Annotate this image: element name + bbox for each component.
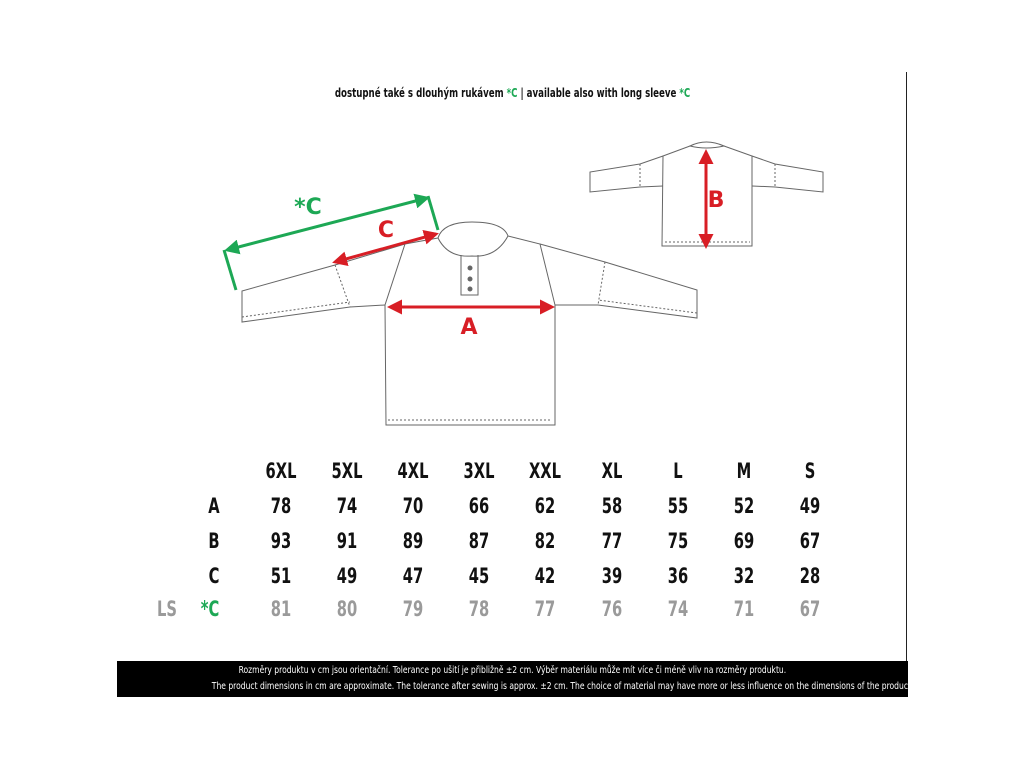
note-text-en: available also with long sleeve (526, 86, 677, 100)
table-cell: 93 (270, 529, 292, 553)
table-cell: 91 (336, 529, 358, 553)
disclaimer-en: The product dimensions in cm are approximate. The tolerance after sewing is approx. ±2 cm. The choice of material may have more or less influence on the dimensions of the product. (211, 681, 914, 692)
table-cell: 62 (534, 494, 556, 518)
size-header: 6XL (265, 459, 297, 483)
row-label-b: B (208, 529, 220, 553)
label-c: C (377, 218, 395, 243)
table-cell: 74 (336, 494, 358, 518)
table-cell-ls: 71 (733, 597, 755, 621)
row-label-a: A (208, 494, 220, 518)
table-cell: 77 (601, 529, 623, 553)
table-cell-ls: 76 (601, 597, 623, 621)
table-cell: 75 (667, 529, 689, 553)
table-cell: 45 (468, 564, 490, 588)
note-star-c-2: *C (679, 86, 691, 100)
table-cell: 89 (402, 529, 424, 553)
size-header: 3XL (463, 459, 495, 483)
table-cell-ls: 67 (799, 597, 821, 621)
size-header: 5XL (331, 459, 363, 483)
table-cell: 39 (601, 564, 623, 588)
table-cell-ls: 80 (336, 597, 358, 621)
table-cell: 47 (402, 564, 424, 588)
disclaimer-cz: Rozměry produktu v cm jsou orientační. Tolerance po ušití je přibližně ±2 cm. Výběr materiálu může mít více či méně vliv na rozměry produktu. (238, 665, 787, 676)
disclaimer-banner (117, 661, 914, 697)
label-b: B (707, 188, 725, 213)
note-text-cz: dostupné také s dlouhým rukávem (334, 86, 504, 100)
table-cell: 67 (799, 529, 821, 553)
table-cell: 49 (336, 564, 358, 588)
size-header: 4XL (397, 459, 429, 483)
table-cell: 82 (534, 529, 556, 553)
table-cell: 70 (402, 494, 424, 518)
size-header: XL (601, 459, 623, 483)
table-cell: 58 (601, 494, 623, 518)
table-cell-ls: 81 (270, 597, 292, 621)
size-header: M (736, 459, 752, 483)
table-cell: 28 (799, 564, 821, 588)
note-separator: | (520, 86, 524, 100)
table-cell: 69 (733, 529, 755, 553)
table-cell: 87 (468, 529, 490, 553)
table-cell: 52 (733, 494, 755, 518)
table-cell-ls: 77 (534, 597, 556, 621)
table-cell: 42 (534, 564, 556, 588)
table-cell: 49 (799, 494, 821, 518)
note-star-c: *C (506, 86, 518, 100)
table-cell-ls: 78 (468, 597, 490, 621)
size-header: XXL (528, 459, 562, 483)
table-cell: 66 (468, 494, 490, 518)
table-cell-ls: 79 (402, 597, 424, 621)
size-header: S (804, 459, 816, 483)
label-star-c: *C (294, 195, 322, 220)
table-cell: 55 (667, 494, 689, 518)
table-cell: 78 (270, 494, 292, 518)
table-cell: 32 (733, 564, 755, 588)
label-a: A (460, 315, 478, 340)
row-label-star-c: *C (200, 597, 220, 621)
table-cell: 51 (270, 564, 292, 588)
table-cell-ls: 74 (667, 597, 689, 621)
table-cell: 36 (667, 564, 689, 588)
row-label-c: C (208, 564, 220, 588)
row-prefix-ls: LS (157, 597, 177, 621)
size-header: L (673, 459, 683, 483)
